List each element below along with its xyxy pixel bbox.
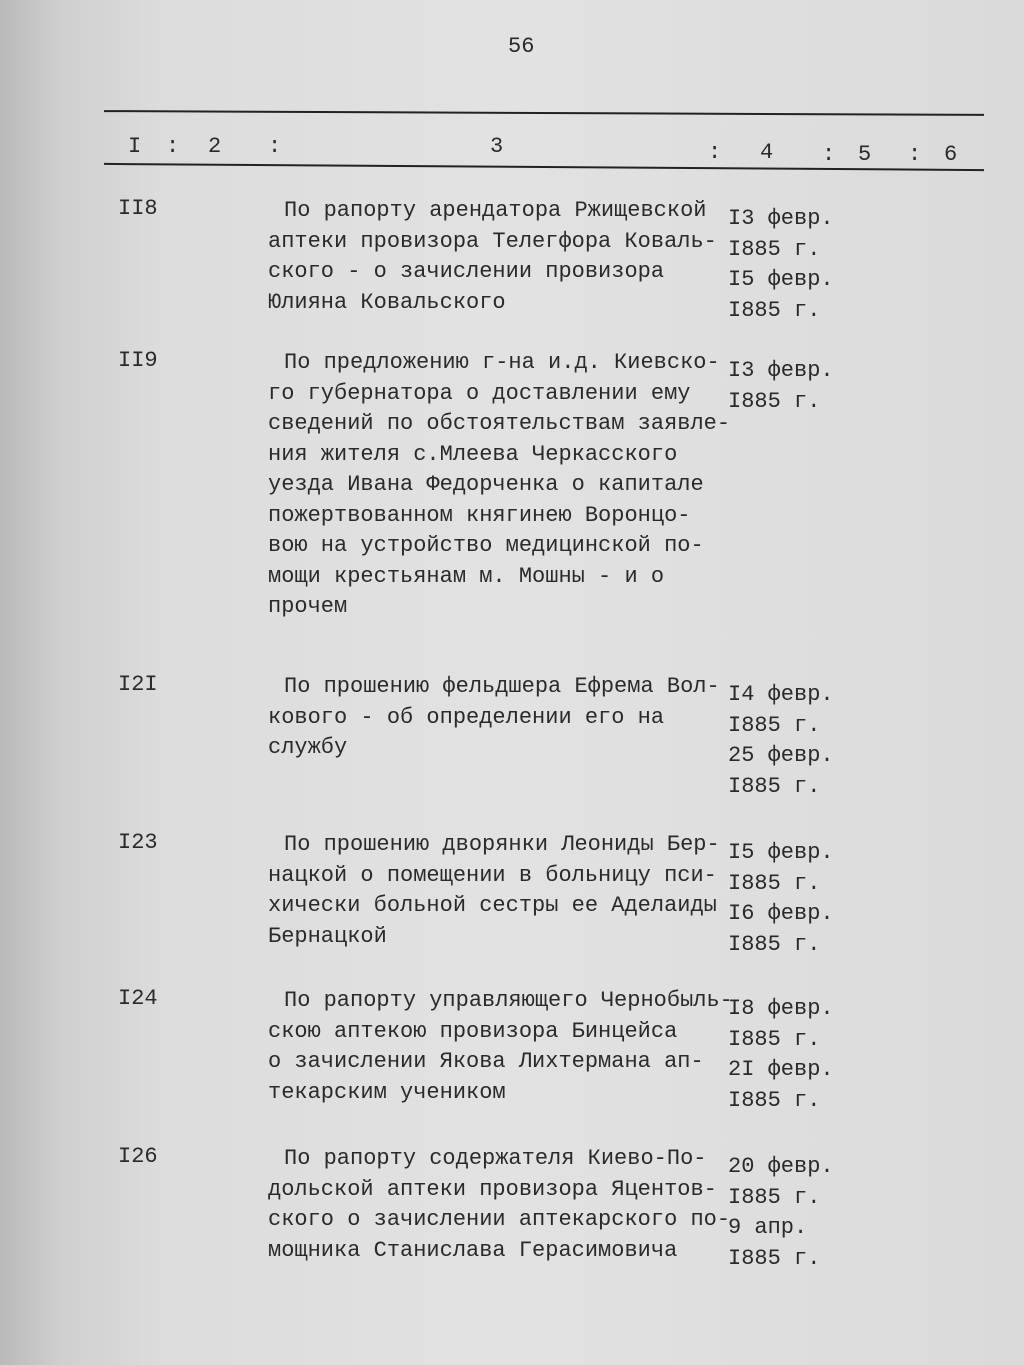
header-col-2: 2 bbox=[208, 134, 222, 159]
description-line: службу bbox=[268, 735, 348, 760]
entry-number: I23 bbox=[118, 830, 158, 855]
entry-dates bbox=[728, 204, 834, 326]
description-line: кового - об определении его на bbox=[268, 704, 665, 730]
description-line: прочем bbox=[268, 594, 348, 619]
description-line: хически больной сестры ее Аделаиды bbox=[268, 893, 717, 918]
description-line: о зачислении Якова Лихтермана ап- bbox=[268, 1049, 704, 1074]
page-number: 56 bbox=[508, 34, 535, 59]
date-line: I3 февр. bbox=[728, 206, 834, 231]
date-line: I885 г. bbox=[728, 1026, 821, 1052]
header-col-6: 6 bbox=[944, 142, 958, 167]
entry-number: I24 bbox=[118, 986, 158, 1011]
header-col-4: 4 bbox=[760, 140, 774, 165]
description-line: го губернатора о доставлении ему bbox=[268, 380, 691, 406]
date-line: I885 г. bbox=[728, 931, 821, 957]
description-line: Юлияна Ковальского bbox=[268, 289, 506, 315]
entry-description bbox=[268, 986, 733, 1108]
header-col-5: 5 bbox=[858, 142, 872, 167]
date-line: I885 г. bbox=[728, 297, 821, 323]
date-line: I885 г. bbox=[728, 1245, 821, 1271]
description-line: По предложению г-на и.д. Киевско- bbox=[284, 350, 720, 375]
entry-dates bbox=[728, 680, 834, 802]
entry-dates bbox=[728, 838, 834, 960]
header-sep: : bbox=[822, 142, 836, 167]
header-sep: : bbox=[708, 140, 722, 165]
description-line: ния жителя с.Млеева Черкасского bbox=[268, 441, 678, 467]
date-line: 25 февр. bbox=[728, 743, 834, 768]
date-line: I885 г. bbox=[728, 712, 821, 738]
date-line: I4 февр. bbox=[728, 682, 834, 707]
description-line: нацкой о помещении в больницу пси- bbox=[268, 862, 717, 888]
entry-number: II8 bbox=[118, 196, 158, 221]
date-line: I885 г. bbox=[728, 1087, 821, 1113]
description-line: По рапорту управляющего Чернобыль- bbox=[284, 988, 733, 1013]
entry-description bbox=[268, 348, 730, 623]
date-line: I5 февр. bbox=[728, 840, 834, 865]
entry-number: I2I bbox=[118, 672, 158, 697]
description-line: скою аптекою провизора Бинцейса bbox=[268, 1018, 678, 1044]
entry-dates bbox=[728, 1152, 834, 1274]
entry-description bbox=[268, 830, 720, 952]
description-line: мощи крестьянам м. Мошны - и о bbox=[268, 563, 665, 589]
description-line: вою на устройство медицинской по- bbox=[268, 533, 704, 558]
description-line: По прошению дворянки Леониды Бер- bbox=[284, 832, 720, 857]
description-line: пожертвованном княгинею Воронцо- bbox=[268, 502, 691, 528]
header-sep: : bbox=[166, 134, 180, 159]
date-line: I6 февр. bbox=[728, 901, 834, 926]
description-line: По рапорту арендатора Ржищевской bbox=[284, 198, 707, 223]
entry-dates bbox=[728, 994, 834, 1116]
entry-description bbox=[268, 672, 720, 764]
entry-number: I26 bbox=[118, 1144, 158, 1169]
description-line: уезда Ивана Федорченка о капитале bbox=[268, 472, 704, 497]
date-line: I885 г. bbox=[728, 388, 821, 414]
date-line: 20 февр. bbox=[728, 1154, 834, 1179]
description-line: дольской аптеки провизора Яцентов- bbox=[268, 1176, 717, 1202]
description-line: текарским учеником bbox=[268, 1079, 506, 1105]
entry-dates bbox=[728, 356, 834, 417]
date-line: I885 г. bbox=[728, 773, 821, 799]
description-line: Бернацкой bbox=[268, 923, 387, 949]
date-line: I3 февр. bbox=[728, 358, 834, 383]
date-line: I8 февр. bbox=[728, 996, 834, 1021]
description-line: ского о зачислении аптекарского по- bbox=[268, 1207, 731, 1232]
entry-description bbox=[268, 1144, 730, 1266]
header-top-rule bbox=[104, 110, 984, 116]
description-line: ского - о зачислении провизора bbox=[268, 259, 665, 284]
date-line: I5 февр. bbox=[728, 267, 834, 292]
description-line: аптеки провизора Телегфора Коваль- bbox=[268, 228, 717, 254]
entry-description bbox=[268, 196, 717, 318]
header-sep: : bbox=[908, 142, 922, 167]
date-line: 2I февр. bbox=[728, 1057, 834, 1082]
description-line: По прошению фельдшера Ефрема Вол- bbox=[284, 674, 720, 699]
date-line: I885 г. bbox=[728, 870, 821, 896]
description-line: мощника Станислава Герасимовича bbox=[268, 1237, 678, 1263]
description-line: сведений по обстоятельствам заявле- bbox=[268, 411, 731, 436]
description-line: По рапорту содержателя Киево-По- bbox=[284, 1146, 707, 1171]
date-line: I885 г. bbox=[728, 1184, 821, 1210]
header-sep: : bbox=[268, 134, 282, 159]
header-col-3: 3 bbox=[490, 134, 504, 159]
entry-number: II9 bbox=[118, 348, 158, 373]
header-col-1: I bbox=[128, 134, 142, 159]
date-line: 9 апр. bbox=[728, 1215, 808, 1240]
header-bottom-rule bbox=[104, 163, 984, 171]
date-line: I885 г. bbox=[728, 236, 821, 262]
